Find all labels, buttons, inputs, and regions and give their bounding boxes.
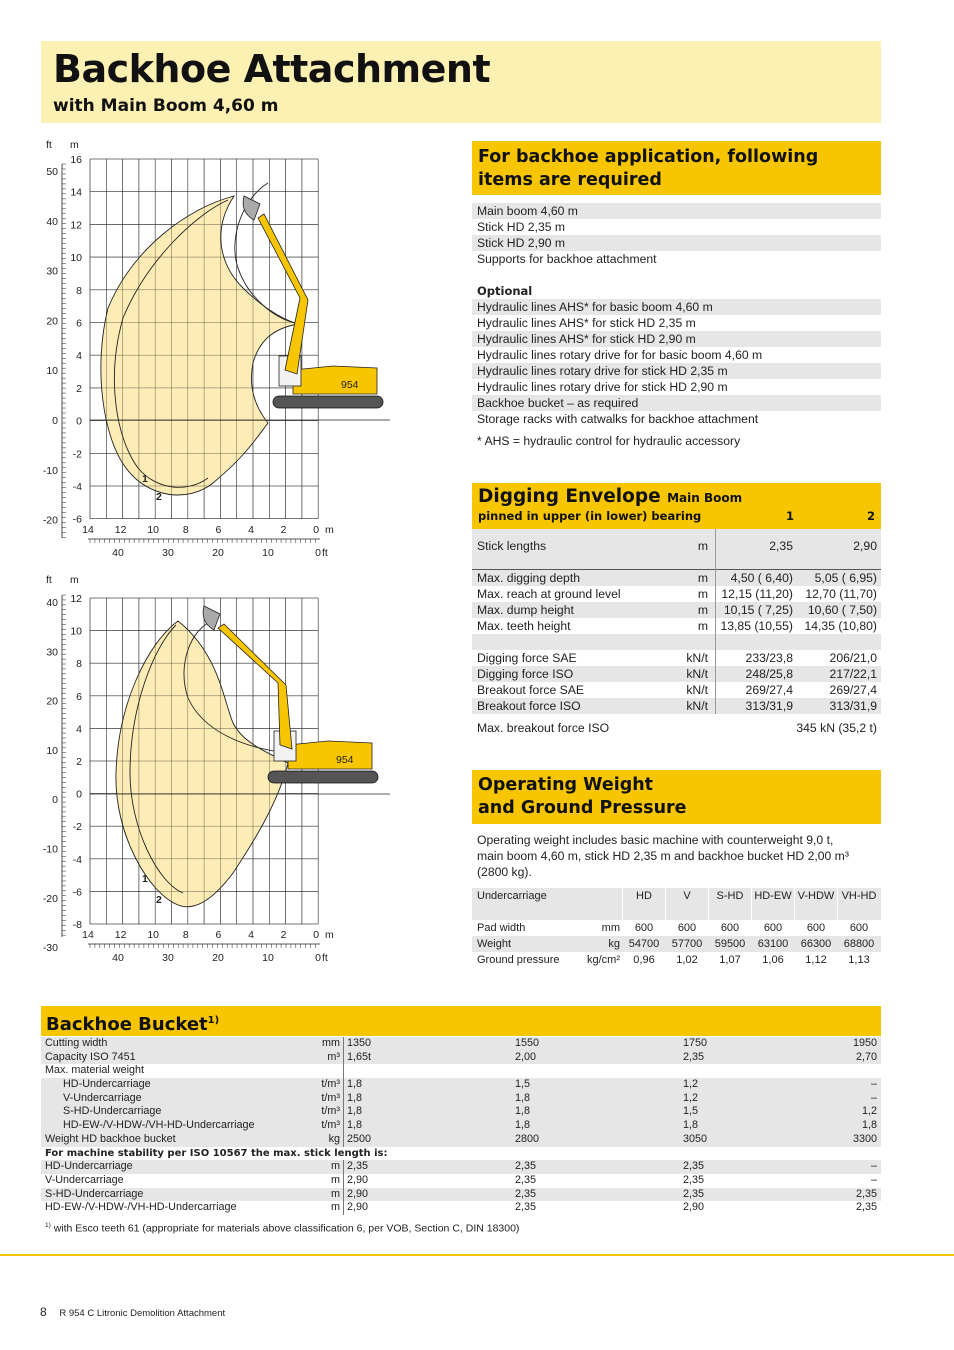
weight-value: 600 [677, 922, 697, 934]
bucket-value: 1,2 [861, 1105, 877, 1118]
x-tick-m: 8 [182, 524, 189, 536]
bucket-value: 2,35 [515, 1201, 537, 1214]
footer-text: R 954 C Litronic Demolition Attachment [59, 1308, 226, 1319]
x-tick-m: 8 [182, 929, 189, 941]
bucket-row [41, 1078, 881, 1092]
x-tick-m: 12 [114, 524, 127, 536]
y-tick-ft: -30 [42, 942, 58, 955]
bucket-value: 2,90 [683, 1201, 705, 1214]
bucket-value: 1,8 [347, 1119, 363, 1132]
y-tick-m: 10 [70, 252, 82, 265]
row-label: V-Undercarriage [63, 1091, 142, 1104]
digging-row [472, 570, 881, 586]
bucket-row [41, 1105, 881, 1119]
stability-heading: For machine stability per ISO 10567 the max. stick length is: [45, 1147, 388, 1159]
value-col-1: 313/31,9 [745, 699, 793, 713]
bucket-value: 2800 [515, 1132, 540, 1145]
digging-envelope-heading [472, 483, 881, 529]
bucket-heading-sup: 1) [207, 1015, 220, 1026]
force-row [472, 666, 881, 682]
bucket-value: 2,35 [855, 1187, 877, 1200]
bucket-value: 1,5 [515, 1078, 531, 1091]
optional-item: Backhoe bucket – as required [472, 395, 881, 411]
y-tick-m: 0 [76, 415, 82, 428]
row-label: Cutting width [45, 1037, 108, 1049]
digging-row [472, 602, 881, 618]
x-tick-m: 14 [82, 929, 94, 941]
row-unit: m [331, 1160, 340, 1173]
row-unit: t/m³ [321, 1119, 340, 1132]
unit-m: m [70, 139, 79, 151]
row-unit: m [331, 1173, 340, 1186]
curve-label-1: 1 [142, 473, 148, 485]
page-subtitle: with Main Boom 4,60 m [53, 96, 279, 116]
weight-value: 600 [849, 922, 869, 934]
y-tick-ft: 0 [52, 794, 58, 807]
value-col-2: 10,60 ( 7,50) [807, 603, 877, 617]
unit-m: m [70, 574, 79, 586]
y-tick-m: 0 [76, 788, 82, 801]
curve-label-2: 2 [156, 491, 162, 503]
required-items-heading: For backhoe application, following items are required [472, 141, 881, 195]
row-unit: m [697, 571, 708, 585]
y-tick-m: 6 [76, 690, 82, 703]
bucket-value: 2,35 [515, 1173, 537, 1186]
digging-row [472, 586, 881, 602]
bucket-value: 2,35 [683, 1050, 705, 1063]
x-tick-m: 14 [82, 524, 94, 536]
value-col-1: 13,85 (10,55) [720, 619, 793, 633]
undercarriage-col: HD [636, 890, 652, 902]
row-unit: kN/t [686, 699, 708, 713]
y-tick-m: -6 [72, 513, 82, 526]
value-col-1: 269/27,4 [745, 683, 793, 697]
bucket-value: 1750 [683, 1037, 708, 1049]
weight-value: 54700 [628, 938, 660, 950]
y-tick-ft: -10 [42, 464, 58, 477]
y-tick-m: 4 [76, 350, 82, 363]
value-col-1: 2,35 [769, 539, 793, 553]
weight-value: 0,96 [633, 954, 655, 966]
row-unit: m [331, 1201, 340, 1214]
value-col-1: 12,15 (11,20) [721, 587, 793, 601]
backhoe-bucket-heading: Backhoe Bucket$^{1)}$ [41, 1006, 881, 1036]
weight-header-row [472, 888, 881, 920]
optional-items-list [472, 283, 881, 427]
row-label: Max. material weight [45, 1064, 145, 1077]
y-tick-ft: -20 [42, 514, 58, 527]
row-label: Ground pressure [477, 954, 560, 966]
undercarriage-col: S-HD [716, 890, 744, 902]
x-tick-ft: 40 [112, 952, 124, 964]
footer-rule [0, 1254, 954, 1256]
undercarriage-col: V-HDW [797, 890, 835, 902]
row-unit: m [697, 587, 708, 601]
digging-envelope-chart-upper [38, 138, 398, 578]
digging-col-1: 1 [786, 509, 795, 523]
x-tick-ft: 10 [262, 547, 274, 559]
row-label: Max. reach at ground level [477, 587, 621, 601]
weight-value: 1,13 [848, 954, 870, 966]
bucket-row [41, 1037, 881, 1051]
bucket-row [41, 1092, 881, 1106]
optional-item: Hydraulic lines AHS* for basic boom 4,60 m [472, 299, 881, 315]
undercarriage-col: HD-EW [754, 890, 792, 902]
required-item: Stick HD 2,35 m [477, 220, 566, 234]
y-tick-m: -2 [72, 448, 82, 461]
bucket-value: 2,35 [347, 1160, 369, 1173]
y-tick-ft: 50 [46, 166, 58, 178]
y-tick-ft: 20 [46, 695, 58, 708]
value-col-1: 4,50 ( 6,40) [730, 571, 793, 585]
backhoe-bucket-table [41, 1037, 881, 1215]
row-unit: kN/t [686, 651, 708, 665]
x-tick-m: 6 [215, 929, 222, 941]
weight-value: 600 [634, 922, 654, 934]
stick-length-row [472, 529, 881, 569]
bucket-value: 2,90 [347, 1187, 369, 1200]
bucket-value: 2,35 [515, 1160, 537, 1173]
weight-row [472, 920, 881, 936]
weight-value: 1,07 [719, 954, 741, 966]
bucket-value: 1,8 [515, 1119, 531, 1132]
weight-value: 66300 [800, 938, 832, 950]
y-tick-ft: 30 [46, 265, 58, 278]
row-label: HD-EW-/V-HDW-/VH-HD-Undercarriage [63, 1119, 255, 1132]
row-unit: t/m³ [321, 1105, 340, 1118]
bucket-value: 2,35 [683, 1187, 705, 1200]
row-label: Max. digging depth [477, 571, 580, 585]
x-tick-ft: 30 [162, 952, 174, 964]
value-col-2: 14,35 (10,80) [804, 619, 877, 633]
digging-subtitle: pinned in upper (in lower) bearing [478, 509, 702, 523]
force-row [472, 698, 881, 714]
bucket-value: 2,90 [347, 1201, 369, 1214]
weight-value: 57700 [671, 938, 703, 950]
bucket-value: 1,2 [683, 1078, 699, 1091]
force-row [472, 682, 881, 698]
y-tick-ft: 20 [46, 315, 58, 328]
digging-title: Digging Envelope [478, 486, 661, 507]
value-col-2: 269/27,4 [829, 683, 877, 697]
y-tick-m: 2 [76, 382, 82, 395]
bucket-value: 1,8 [683, 1119, 699, 1132]
x-unit-m: m [325, 929, 334, 941]
x-tick-ft: 30 [162, 547, 174, 559]
y-tick-m: 8 [76, 658, 82, 671]
x-unit-ft: ft [322, 952, 328, 964]
bucket-value: 2,35 [855, 1201, 877, 1214]
row-unit: m [331, 1187, 340, 1200]
y-tick-m: 4 [76, 723, 82, 736]
y-tick-m: -2 [72, 821, 82, 834]
row-label: Digging force SAE [477, 651, 577, 665]
y-tick-m: 6 [76, 317, 82, 330]
bucket-value: 1,8 [515, 1105, 531, 1118]
row-unit: kg/cm² [587, 954, 620, 966]
required-item: Stick HD 2,90 m [472, 235, 881, 251]
y-tick-m: 16 [70, 154, 82, 166]
x-tick-m: 10 [147, 524, 160, 536]
stability-row [41, 1160, 881, 1174]
row-label: Breakout force SAE [477, 683, 585, 697]
row-label: S-HD-Undercarriage [45, 1187, 144, 1200]
bucket-row [41, 1119, 881, 1133]
digging-row [472, 618, 881, 634]
bucket-value: 2,35 [515, 1187, 537, 1200]
value-col-2: 206/21,0 [829, 651, 877, 665]
weight-value: 1,12 [805, 954, 827, 966]
bucket-value: 1550 [515, 1037, 540, 1049]
bucket-value: 1,2 [683, 1091, 699, 1104]
row-label: Weight [477, 938, 512, 950]
row-label: Max. dump height [477, 603, 574, 617]
bucket-value: 2500 [347, 1132, 372, 1145]
optional-item: Hydraulic lines rotary drive for for basic boom 4,60 m [472, 347, 881, 363]
optional-item: Hydraulic lines AHS* for stick HD 2,35 m [472, 315, 881, 331]
weight-table [472, 888, 881, 968]
weight-value: 59500 [714, 938, 746, 950]
undercarriage-label: Undercarriage [477, 890, 547, 902]
bucket-value: 1,8 [347, 1105, 363, 1118]
y-tick-m: 2 [76, 756, 82, 768]
weight-row [472, 952, 881, 968]
row-label: S-HD-Undercarriage [63, 1105, 162, 1118]
bucket-value: – [870, 1078, 877, 1091]
bucket-value: 3050 [683, 1132, 708, 1145]
optional-label: Optional [472, 283, 881, 299]
stability-heading-row [41, 1147, 881, 1161]
undercarriage-col: V [683, 890, 691, 902]
row-label: Max. breakout force ISO [477, 721, 610, 735]
row-label: Digging force ISO [477, 667, 574, 681]
weight-value: 600 [806, 922, 826, 934]
x-tick-ft: 0 [315, 547, 321, 559]
bucket-value: 1,8 [861, 1119, 877, 1132]
stability-row [41, 1188, 881, 1202]
row-label: Breakout force ISO [477, 699, 581, 713]
y-tick-ft: 40 [46, 597, 58, 609]
bucket-value: 2,90 [347, 1173, 369, 1186]
title-banner [41, 41, 881, 123]
y-tick-m: 12 [70, 593, 82, 605]
undercarriage-col: VH-HD [841, 890, 877, 902]
bucket-row [41, 1133, 881, 1147]
weight-description: Operating weight includes basic machine with counterweight 9,0 t, main boom 4,60 m, stick HD 2,35 m and backhoe bucket HD 2,00 m³ (2800 kg). [477, 833, 849, 879]
value-col-2: 5,05 ( 6,95) [814, 571, 877, 585]
row-unit: kN/t [686, 683, 708, 697]
x-tick-ft: 20 [212, 547, 224, 559]
value-col-1: 10,15 ( 7,25) [723, 603, 793, 617]
curve-label-1: 1 [142, 873, 148, 885]
x-tick-ft: 10 [262, 952, 274, 964]
weight-value: 68800 [843, 938, 875, 950]
bucket-row [41, 1064, 881, 1078]
weight-value: 63100 [757, 938, 789, 950]
x-unit-ft: ft [322, 547, 328, 559]
ahs-note: * AHS = hydraulic control for hydraulic accessory [477, 434, 741, 448]
y-tick-m: 10 [70, 625, 82, 638]
x-tick-ft: 20 [212, 952, 224, 964]
row-unit: m [697, 603, 708, 617]
required-item: Main boom 4,60 m [472, 203, 881, 219]
bucket-value: 1,8 [347, 1078, 363, 1091]
required-item: Supports for backhoe attachment [477, 252, 657, 266]
x-unit-m: m [325, 524, 334, 536]
bucket-value: 3300 [852, 1132, 877, 1145]
weight-row [472, 936, 881, 952]
optional-item: Hydraulic lines rotary drive for stick HD 2,90 m [472, 379, 881, 395]
value-col-2: 12,70 (11,70) [805, 587, 877, 601]
bucket-value: 1,5 [683, 1105, 699, 1118]
row-label: Pad width [477, 922, 526, 934]
row-unit: mm [322, 1037, 340, 1049]
x-tick-m: 0 [313, 929, 320, 941]
machine-label: 954 [341, 379, 359, 391]
weight-value: 600 [720, 922, 740, 934]
row-unit: m³ [327, 1050, 340, 1063]
row-label: HD-EW-/V-HDW-/VH-HD-Undercarriage [45, 1201, 237, 1214]
y-tick-m: -4 [72, 481, 82, 493]
machine-label: 954 [336, 754, 354, 766]
value-col-2: 313/31,9 [829, 699, 877, 713]
y-tick-m: 8 [76, 284, 82, 297]
bucket-value: 1350 [347, 1037, 372, 1049]
bucket-value: – [870, 1160, 877, 1173]
y-tick-ft: 10 [46, 365, 58, 378]
x-tick-ft: 40 [112, 547, 124, 559]
y-tick-ft: 30 [46, 646, 58, 659]
value-col-2: 2,90 [853, 539, 877, 553]
unit-ft: ft [46, 574, 52, 586]
row-label: Stick lengths [477, 539, 547, 553]
y-tick-ft: 10 [46, 744, 58, 757]
row-unit: m [697, 619, 708, 633]
row-label: Max. teeth height [477, 619, 571, 633]
x-tick-m: 2 [280, 524, 287, 536]
x-tick-m: 10 [147, 929, 160, 941]
row-unit: kg [608, 938, 620, 950]
x-tick-ft: 0 [315, 952, 321, 964]
spacer-row [472, 634, 881, 650]
bucket-value: – [870, 1173, 877, 1186]
page-number: 8 [40, 1305, 47, 1319]
bucket-value: 1,8 [515, 1091, 531, 1104]
x-tick-m: 6 [215, 524, 222, 536]
row-label: Capacity ISO 7451 [45, 1050, 136, 1063]
row-unit: kN/t [686, 667, 708, 681]
bucket-value: 1,65t [347, 1050, 372, 1063]
page-footer [40, 1305, 225, 1319]
bucket-value: 1950 [852, 1037, 877, 1049]
row-label: Weight HD backhoe bucket [45, 1132, 176, 1145]
excavator-icon [243, 196, 383, 408]
x-tick-m: 2 [280, 929, 287, 941]
curve-label-2: 2 [156, 894, 162, 906]
row-unit: m [697, 539, 708, 553]
bucket-footnote: $^{1)}$ with Esco teeth 61 (appropriate for materials above classification 6, per VOB, Section C, DIN 18300) [45, 1222, 520, 1235]
weight-value: 1,02 [676, 954, 698, 966]
weight-value: 600 [763, 922, 783, 934]
y-tick-m: -4 [72, 853, 82, 866]
x-tick-m: 0 [313, 524, 320, 536]
x-tick-m: 12 [114, 929, 127, 941]
x-tick-m: 4 [248, 524, 254, 536]
y-tick-m: 12 [70, 219, 82, 232]
bucket-row [41, 1051, 881, 1065]
digging-envelope-area [101, 196, 298, 495]
bucket-value: 1,8 [347, 1091, 363, 1104]
row-unit: mm [601, 922, 620, 934]
bucket-value: – [870, 1091, 877, 1104]
row-unit: kg [328, 1132, 340, 1145]
bucket-value: 2,70 [855, 1050, 877, 1063]
row-value: 345 kN (35,2 t) [796, 721, 877, 735]
row-label: HD-Undercarriage [63, 1078, 151, 1091]
y-tick-m: -8 [72, 919, 82, 931]
value-col-2: 217/22,1 [829, 667, 877, 681]
force-row [472, 650, 881, 666]
y-tick-m: -6 [72, 886, 82, 899]
stability-row [41, 1201, 881, 1215]
bucket-value: 2,35 [683, 1173, 705, 1186]
unit-ft: ft [46, 139, 52, 151]
y-tick-ft: -10 [42, 843, 58, 856]
value-col-1: 233/23,8 [745, 651, 793, 665]
bucket-value: 2,35 [683, 1160, 705, 1173]
row-label: V-Undercarriage [45, 1173, 124, 1186]
digging-envelope-chart-lower [38, 573, 398, 983]
page-title: Backhoe Attachment [53, 47, 491, 91]
required-items-list [472, 203, 881, 267]
operating-weight-heading: Operating Weight and Ground Pressure [472, 770, 881, 824]
weight-value: 1,06 [762, 954, 784, 966]
row-label: HD-Undercarriage [45, 1160, 133, 1173]
value-col-1: 248/25,8 [745, 667, 793, 681]
y-tick-m: 14 [70, 186, 82, 199]
y-tick-ft: -20 [42, 892, 58, 905]
optional-item: Storage racks with catwalks for backhoe attachment [472, 411, 881, 427]
optional-item: Hydraulic lines rotary drive for stick HD 2,35 m [472, 363, 881, 379]
digging-title-small: Main Boom [667, 491, 743, 505]
bucket-value: 2,00 [515, 1050, 537, 1063]
row-unit: t/m³ [321, 1091, 340, 1104]
optional-item: Hydraulic lines AHS* for stick HD 2,90 m [472, 331, 881, 347]
stability-row [41, 1174, 881, 1188]
y-tick-ft: 40 [46, 215, 58, 228]
x-tick-m: 4 [248, 929, 254, 941]
max-breakout-row [472, 720, 881, 736]
digging-col-2: 2 [866, 509, 875, 523]
y-tick-ft: 0 [52, 415, 58, 427]
row-unit: t/m³ [321, 1078, 340, 1091]
